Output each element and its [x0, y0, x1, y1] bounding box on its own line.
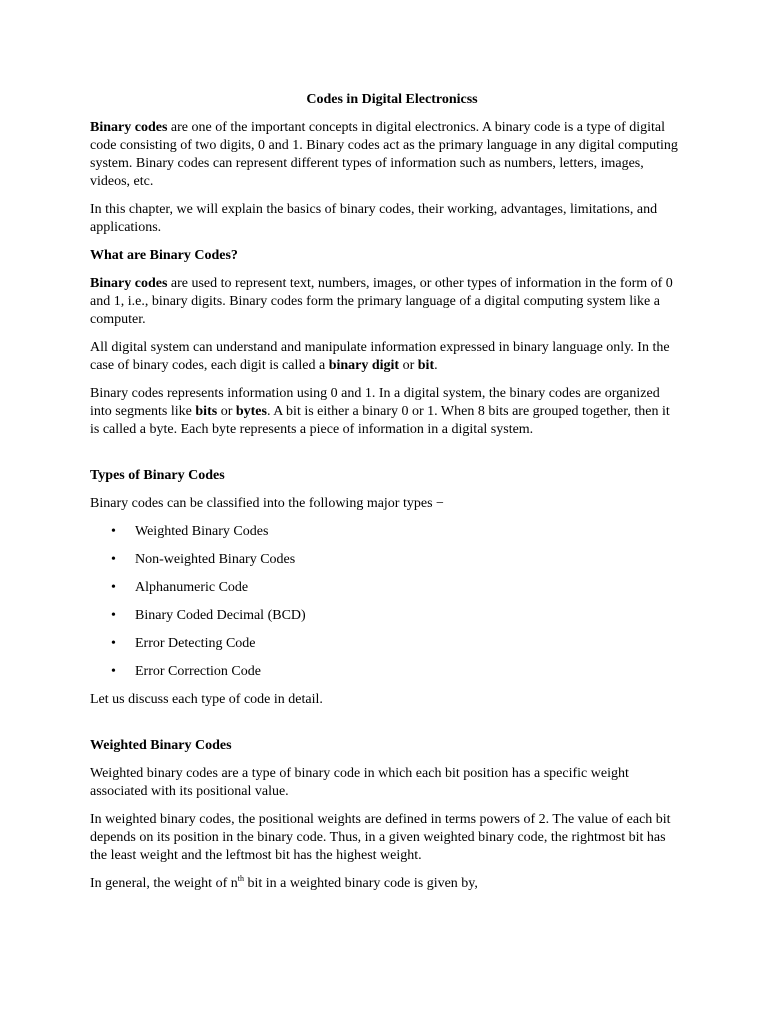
intro-paragraph-1-text: are one of the important concepts in digital electronics. A binary code is a type of digital code consisting of two digits, 0 and 1. Binary codes act as the primary language in any digital computing system. Binary codes can represent different types of information such as numbers, letters, images, videos, etc.: [90, 120, 678, 189]
list-item: [90, 579, 682, 597]
bullet-icon: •: [111, 552, 116, 567]
binary-digit-term: binary digit: [328, 358, 400, 373]
bullet-icon: •: [111, 664, 116, 679]
bytes-term: bytes: [235, 404, 267, 419]
weighted-paragraph-1: Weighted binary codes are a type of binary code in which each bit position has a specific weight associated with its positional value.: [90, 766, 629, 799]
list-item: [90, 607, 682, 625]
what-are-p2-mid: or: [399, 358, 418, 373]
what-are-paragraph-1-text: are used to represent text, numbers, images, or other types of information in the form of 0 and 1, i.e., binary digits. Binary codes form the primary language of a digital computing system like a computer.: [90, 276, 673, 327]
heading-weighted-binary-codes: Weighted Binary Codes: [90, 738, 232, 753]
heading-types-of-binary-codes: Types of Binary Codes: [90, 468, 225, 483]
bullet-icon: •: [111, 636, 116, 651]
weighted-p3-start: In general, the weight of n: [90, 876, 238, 891]
heading-what-are-binary-codes: What are Binary Codes?: [90, 248, 238, 263]
weighted-paragraph-3: [90, 875, 682, 893]
list-item: [90, 523, 682, 541]
list-item: [90, 663, 682, 681]
list-item-label: Binary Coded Decimal (BCD): [135, 608, 306, 623]
what-are-paragraph-1: [90, 275, 682, 329]
nth-superscript: th: [237, 874, 244, 883]
list-item-label: Error Correction Code: [135, 664, 261, 679]
bullet-icon: •: [111, 524, 116, 539]
bullet-icon: •: [111, 608, 116, 623]
list-item-label: Alphanumeric Code: [135, 580, 249, 595]
intro-bold-term: Binary codes: [90, 120, 168, 135]
what-are-p3-start: Binary codes represents information using 0 and 1. In a digital system, the binary codes are organized into segments like: [90, 386, 660, 419]
list-item: [90, 551, 682, 569]
what-are-p2-end: .: [434, 358, 438, 373]
what-are-paragraph-2: [90, 339, 682, 375]
intro-paragraph-2: In this chapter, we will explain the basics of binary codes, their working, advantages, limitations, and applications.: [90, 202, 658, 235]
bit-term: bit: [417, 358, 435, 373]
what-are-bold-term: Binary codes: [90, 276, 168, 291]
list-item: [90, 635, 682, 653]
types-list: [90, 523, 682, 681]
intro-paragraph-1: [90, 119, 682, 191]
types-intro: Binary codes can be classified into the following major types −: [90, 496, 444, 511]
bullet-icon: •: [111, 580, 116, 595]
what-are-paragraph-3: [90, 385, 682, 439]
what-are-p3-end: . A bit is either a binary 0 or 1. When 8 bits are grouped together, then it is called a byte. Each byte represents a piece of information in a digital system.: [90, 404, 670, 437]
list-item-label: Weighted Binary Codes: [135, 524, 269, 539]
weighted-p3-end: bit in a weighted binary code is given by,: [243, 876, 478, 891]
list-item-label: Error Detecting Code: [135, 636, 256, 651]
types-outro: Let us discuss each type of code in detail.: [90, 692, 323, 707]
document-title: Codes in Digital Electronicss: [306, 92, 478, 107]
what-are-p3-mid: or: [217, 404, 236, 419]
list-item-label: Non-weighted Binary Codes: [135, 552, 296, 567]
bits-term: bits: [195, 404, 218, 419]
what-are-p2-start: All digital system can understand and manipulate information expressed in binary language only. In the case of binary codes, each digit is called a: [90, 340, 670, 373]
document-page: [90, 91, 682, 903]
weighted-paragraph-2: In weighted binary codes, the positional weights are defined in terms powers of 2. The value of each bit depends on its position in the binary code. Thus, in a given weighted binary code, the rightmost bit has the least weight and the leftmost bit has the highest weight.: [90, 812, 671, 863]
